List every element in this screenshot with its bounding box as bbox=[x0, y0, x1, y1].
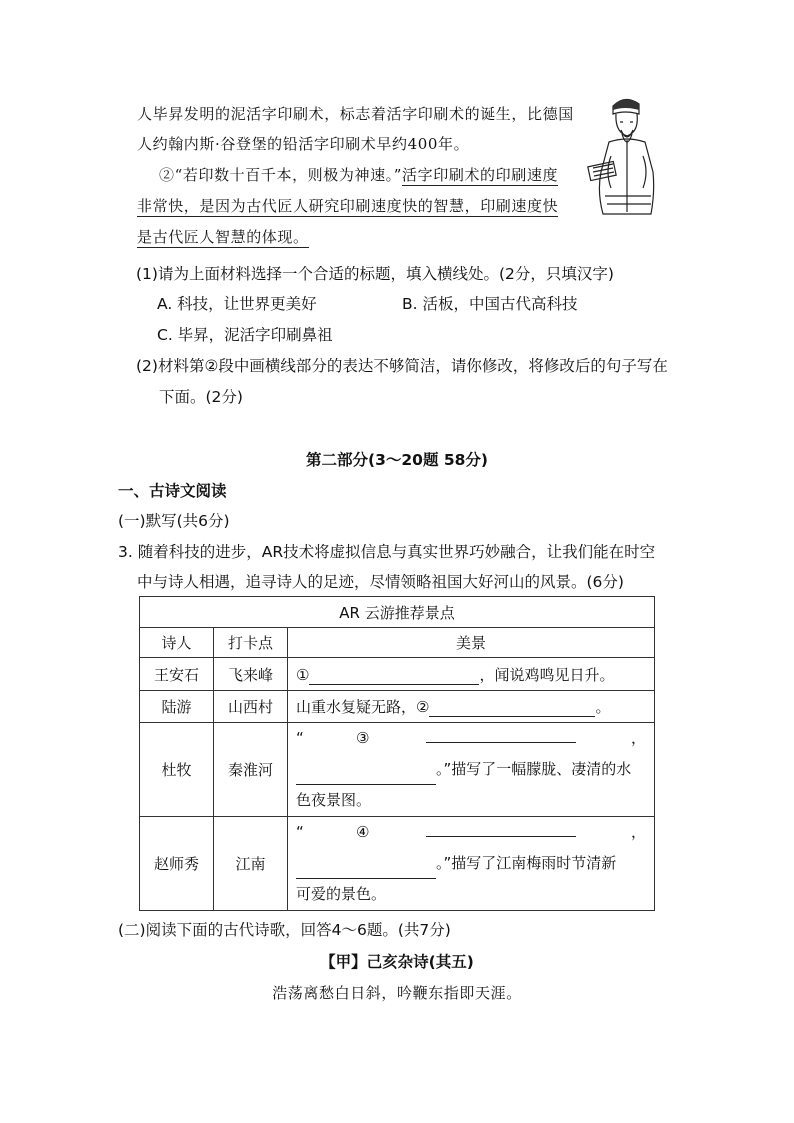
material-line-1: 人毕昇发明的泥活字印刷术，标志着活字印刷术的诞生，比德国 bbox=[137, 105, 574, 123]
ar-scenic-table bbox=[139, 596, 655, 911]
material-underlined-1: 活字印刷术的印刷速度 bbox=[402, 166, 559, 184]
q3-prompt-line1: 3. 随着科技的进步，AR技术将虚拟信息与真实世界巧妙融合，让我们能在时空 bbox=[118, 543, 656, 561]
blank-number: ③ bbox=[356, 729, 370, 747]
scenery-cell bbox=[288, 691, 655, 723]
blank-number: ① bbox=[296, 665, 310, 684]
answer-blank-4a[interactable] bbox=[426, 822, 576, 837]
place-cell: 山西村 bbox=[214, 691, 288, 723]
place-cell: 秦淮河 bbox=[214, 723, 288, 817]
scenery-text-end: 。 bbox=[595, 698, 611, 716]
q1-option-b: B. 活板，中国古代高科技 bbox=[402, 295, 578, 313]
header-scenery: 美景 bbox=[288, 628, 655, 658]
place-cell: 飞来峰 bbox=[214, 658, 288, 691]
material-underlined-2: 非常快，是因为古代匠人研究印刷速度快的智慧，印刷速度快 bbox=[137, 197, 559, 215]
scenery-text-2: 色夜景图。 bbox=[296, 791, 372, 809]
open-quote: “ bbox=[296, 729, 304, 747]
scenery-text: 。”描写了江南梅雨时节清新 bbox=[436, 854, 617, 872]
comma: ， bbox=[630, 729, 646, 747]
q2-prompt-line1: (2)材料第②段中画横线部分的表达不够简洁，请你修改，将修改后的句子写在 bbox=[136, 357, 668, 375]
table-row bbox=[140, 817, 655, 911]
table-row bbox=[140, 658, 655, 691]
table-title: AR 云游推荐景点 bbox=[140, 597, 655, 628]
scenery-text: ，闻说鸡鸣见日升。 bbox=[479, 665, 615, 684]
answer-blank-3a[interactable] bbox=[426, 728, 576, 743]
part2-title: 第二部分(3～20题 58分) bbox=[306, 451, 488, 469]
q1-prompt: (1)请为上面材料选择一个合适的标题，填入横线处。(2分，只填汉字) bbox=[136, 265, 614, 283]
open-quote: “ bbox=[296, 823, 304, 841]
place-cell: 江南 bbox=[214, 817, 288, 911]
q1-option-c: C. 毕昇，泥活字印刷鼻祖 bbox=[157, 326, 333, 344]
comma: ， bbox=[630, 823, 646, 841]
answer-blank-1[interactable] bbox=[309, 670, 479, 685]
scenery-text: 。”描写了一幅朦胧、凄清的水 bbox=[436, 760, 632, 778]
material-para2-quote: ②“若印数十百千本，则极为神速。” bbox=[159, 166, 403, 184]
blank-number: ④ bbox=[356, 823, 370, 841]
answer-blank-4b[interactable] bbox=[296, 864, 436, 879]
section-classical-reading: 一、古诗文阅读 bbox=[118, 482, 227, 500]
answer-blank-3b[interactable] bbox=[296, 770, 436, 785]
q3-prompt-line2: 中与诗人相遇，追寻诗人的足迹，尽情领略祖国大好河山的风景。(6分) bbox=[137, 573, 624, 591]
q2-prompt-line2: 下面。(2分) bbox=[159, 388, 243, 406]
poet-cell: 杜牧 bbox=[140, 723, 214, 817]
material-para2-line2 bbox=[137, 195, 558, 216]
subsection-dictation: (一)默写(共6分) bbox=[118, 512, 230, 530]
poet-cell: 王安石 bbox=[140, 658, 214, 691]
poem-line-1: 浩荡离愁白日斜，吟鞭东指即天涯。 bbox=[272, 984, 522, 1002]
material-line-2: 人约翰内斯·谷登堡的铅活字印刷术早约400年。 bbox=[137, 135, 470, 153]
subsection-poetry: (二)阅读下面的古代诗歌，回答4～6题。(共7分) bbox=[118, 921, 451, 939]
poet-cell: 陆游 bbox=[140, 691, 214, 723]
scenery-text-2: 可爱的景色。 bbox=[296, 885, 387, 903]
poem-title: 【甲】己亥杂诗(其五) bbox=[320, 953, 474, 971]
scenery-cell bbox=[288, 723, 655, 817]
bi-sheng-illustration bbox=[585, 92, 665, 217]
scenery-cell bbox=[288, 817, 655, 911]
scenery-text: 山重水复疑无路，② bbox=[296, 698, 430, 716]
table-row bbox=[140, 691, 655, 723]
table-row bbox=[140, 723, 655, 817]
answer-blank-2[interactable] bbox=[429, 702, 595, 717]
header-poet: 诗人 bbox=[140, 628, 214, 658]
scenery-cell bbox=[288, 658, 655, 691]
q1-option-a: A. 科技，让世界更美好 bbox=[157, 295, 317, 313]
material-para2 bbox=[159, 164, 558, 185]
material-underlined-3: 是古代匠人智慧的体现。 bbox=[137, 228, 309, 246]
poet-cell: 赵师秀 bbox=[140, 817, 214, 911]
material-para2-line3 bbox=[137, 226, 309, 247]
header-place: 打卡点 bbox=[214, 628, 288, 658]
